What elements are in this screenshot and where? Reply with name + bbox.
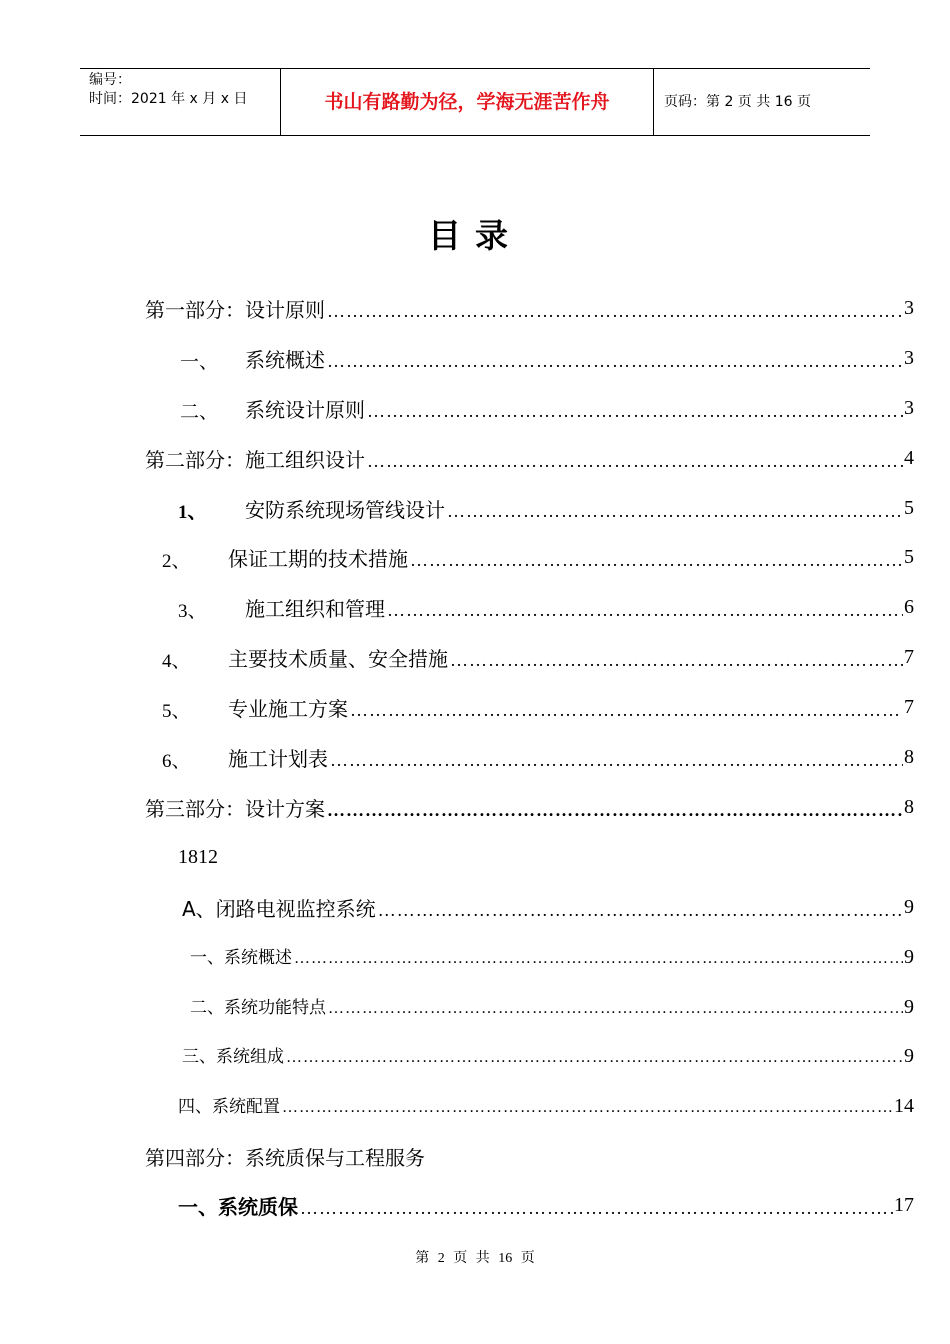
header-motto: 书山有路勤为径，学海无涯苦作舟 (281, 69, 654, 135)
toc-leader (367, 451, 914, 472)
toc-label: 三、系统组成 (182, 1047, 284, 1066)
header-page-info: 页码：第 2 页 共 16 页 (664, 94, 811, 110)
toc-page: 6 (904, 596, 914, 618)
toc-label: 四、系统配置 (178, 1097, 280, 1116)
code-label: 编号： (89, 72, 131, 88)
toc-page: 5 (904, 497, 914, 519)
toc-page: 8 (904, 746, 914, 768)
toc-leader (294, 950, 914, 968)
header-meta (80, 69, 281, 135)
toc-page: 9 (904, 996, 914, 1018)
toc-label: 安防系统现场管线设计 (245, 498, 445, 522)
toc-entry[interactable] (0, 294, 950, 324)
toc-leader (327, 351, 914, 372)
toc-leader (327, 800, 914, 821)
page-title: 目录 (428, 216, 522, 255)
toc-entry[interactable] (0, 643, 950, 673)
toc-page: 9 (904, 1045, 914, 1067)
toc-leader (378, 900, 914, 921)
toc-entry[interactable] (0, 1142, 950, 1172)
toc-page: 3 (904, 297, 914, 319)
toc-entry[interactable] (0, 893, 950, 923)
toc-page: 7 (904, 646, 914, 668)
toc-leader (286, 1049, 914, 1067)
toc-entry (0, 843, 950, 873)
toc-label: 第一部分：设计原则 (145, 298, 325, 322)
toc-entry[interactable] (0, 743, 950, 773)
toc-page: 8 (904, 796, 914, 818)
toc-number: 3、 (178, 601, 207, 622)
toc-label: 施工组织和管理 (245, 597, 385, 621)
toc-entry[interactable] (0, 344, 950, 374)
toc-entry[interactable] (0, 394, 950, 424)
toc-page: 4 (904, 447, 914, 469)
toc-entry[interactable] (0, 943, 950, 973)
toc-entry[interactable] (0, 1191, 950, 1221)
page-footer: 第 2 页 共 16 页 (415, 1251, 535, 1266)
date-label: 时间：2021 年 x 月 x 日 (89, 91, 248, 107)
toc-label: 第二部分：施工组织设计 (145, 448, 365, 472)
toc-entry[interactable] (0, 593, 950, 623)
toc-label: 系统设计原则 (245, 398, 365, 422)
toc-label: 一、系统质保 (178, 1195, 298, 1219)
toc-entry[interactable] (0, 494, 950, 524)
toc-label: 一、系统概述 (190, 948, 292, 967)
toc-leader (350, 700, 914, 721)
toc-entry[interactable] (0, 1092, 950, 1122)
toc-leader (367, 401, 914, 422)
toc-page: 14 (894, 1095, 914, 1117)
toc-leader (447, 501, 914, 522)
toc-label: 专业施工方案 (228, 699, 348, 721)
toc-leader (330, 750, 914, 771)
toc-label: 第四部分：系统质保与工程服务 (145, 1146, 425, 1170)
toc-number: 1、 (178, 502, 207, 523)
toc-leader (300, 1198, 914, 1219)
toc-leader (327, 301, 914, 322)
toc-page: 5 (904, 546, 914, 568)
toc-leader (387, 600, 914, 621)
toc-number: 2、 (162, 551, 191, 572)
toc-label: 施工计划表 (228, 749, 328, 771)
toc-label: 二、系统功能特点 (190, 998, 326, 1017)
toc-number: 6、 (162, 751, 191, 772)
toc-label: 第三部分：设计方案 (145, 797, 325, 821)
toc-leader (410, 550, 914, 571)
toc-number: 一、 (180, 352, 219, 373)
toc-leader (282, 1099, 914, 1117)
page-header (80, 68, 870, 136)
toc-label: 主要技术质量、安全措施 (228, 649, 448, 671)
toc-label: 系统概述 (245, 348, 325, 372)
toc-label: 1812 (178, 846, 218, 868)
toc-leader (450, 650, 914, 671)
toc-entry[interactable] (0, 543, 950, 573)
toc-label: 保证工期的技术措施 (228, 547, 408, 571)
toc-page: 3 (904, 347, 914, 369)
toc-page: 7 (904, 696, 914, 718)
toc-leader (328, 1000, 914, 1018)
toc-number: 4、 (162, 651, 191, 672)
toc-entry[interactable] (0, 1042, 950, 1072)
toc-page: 3 (904, 397, 914, 419)
toc-page: 17 (894, 1194, 914, 1216)
toc-entry[interactable] (0, 993, 950, 1023)
toc-number: 5、 (162, 701, 191, 722)
toc-number: 二、 (180, 402, 219, 423)
toc-label: A、闭路电视监控系统 (182, 897, 376, 921)
toc-entry[interactable] (0, 693, 950, 723)
toc-page: 9 (904, 896, 914, 918)
toc-entry[interactable] (0, 444, 950, 474)
toc-page: 9 (904, 946, 914, 968)
toc-entry[interactable] (0, 793, 950, 823)
